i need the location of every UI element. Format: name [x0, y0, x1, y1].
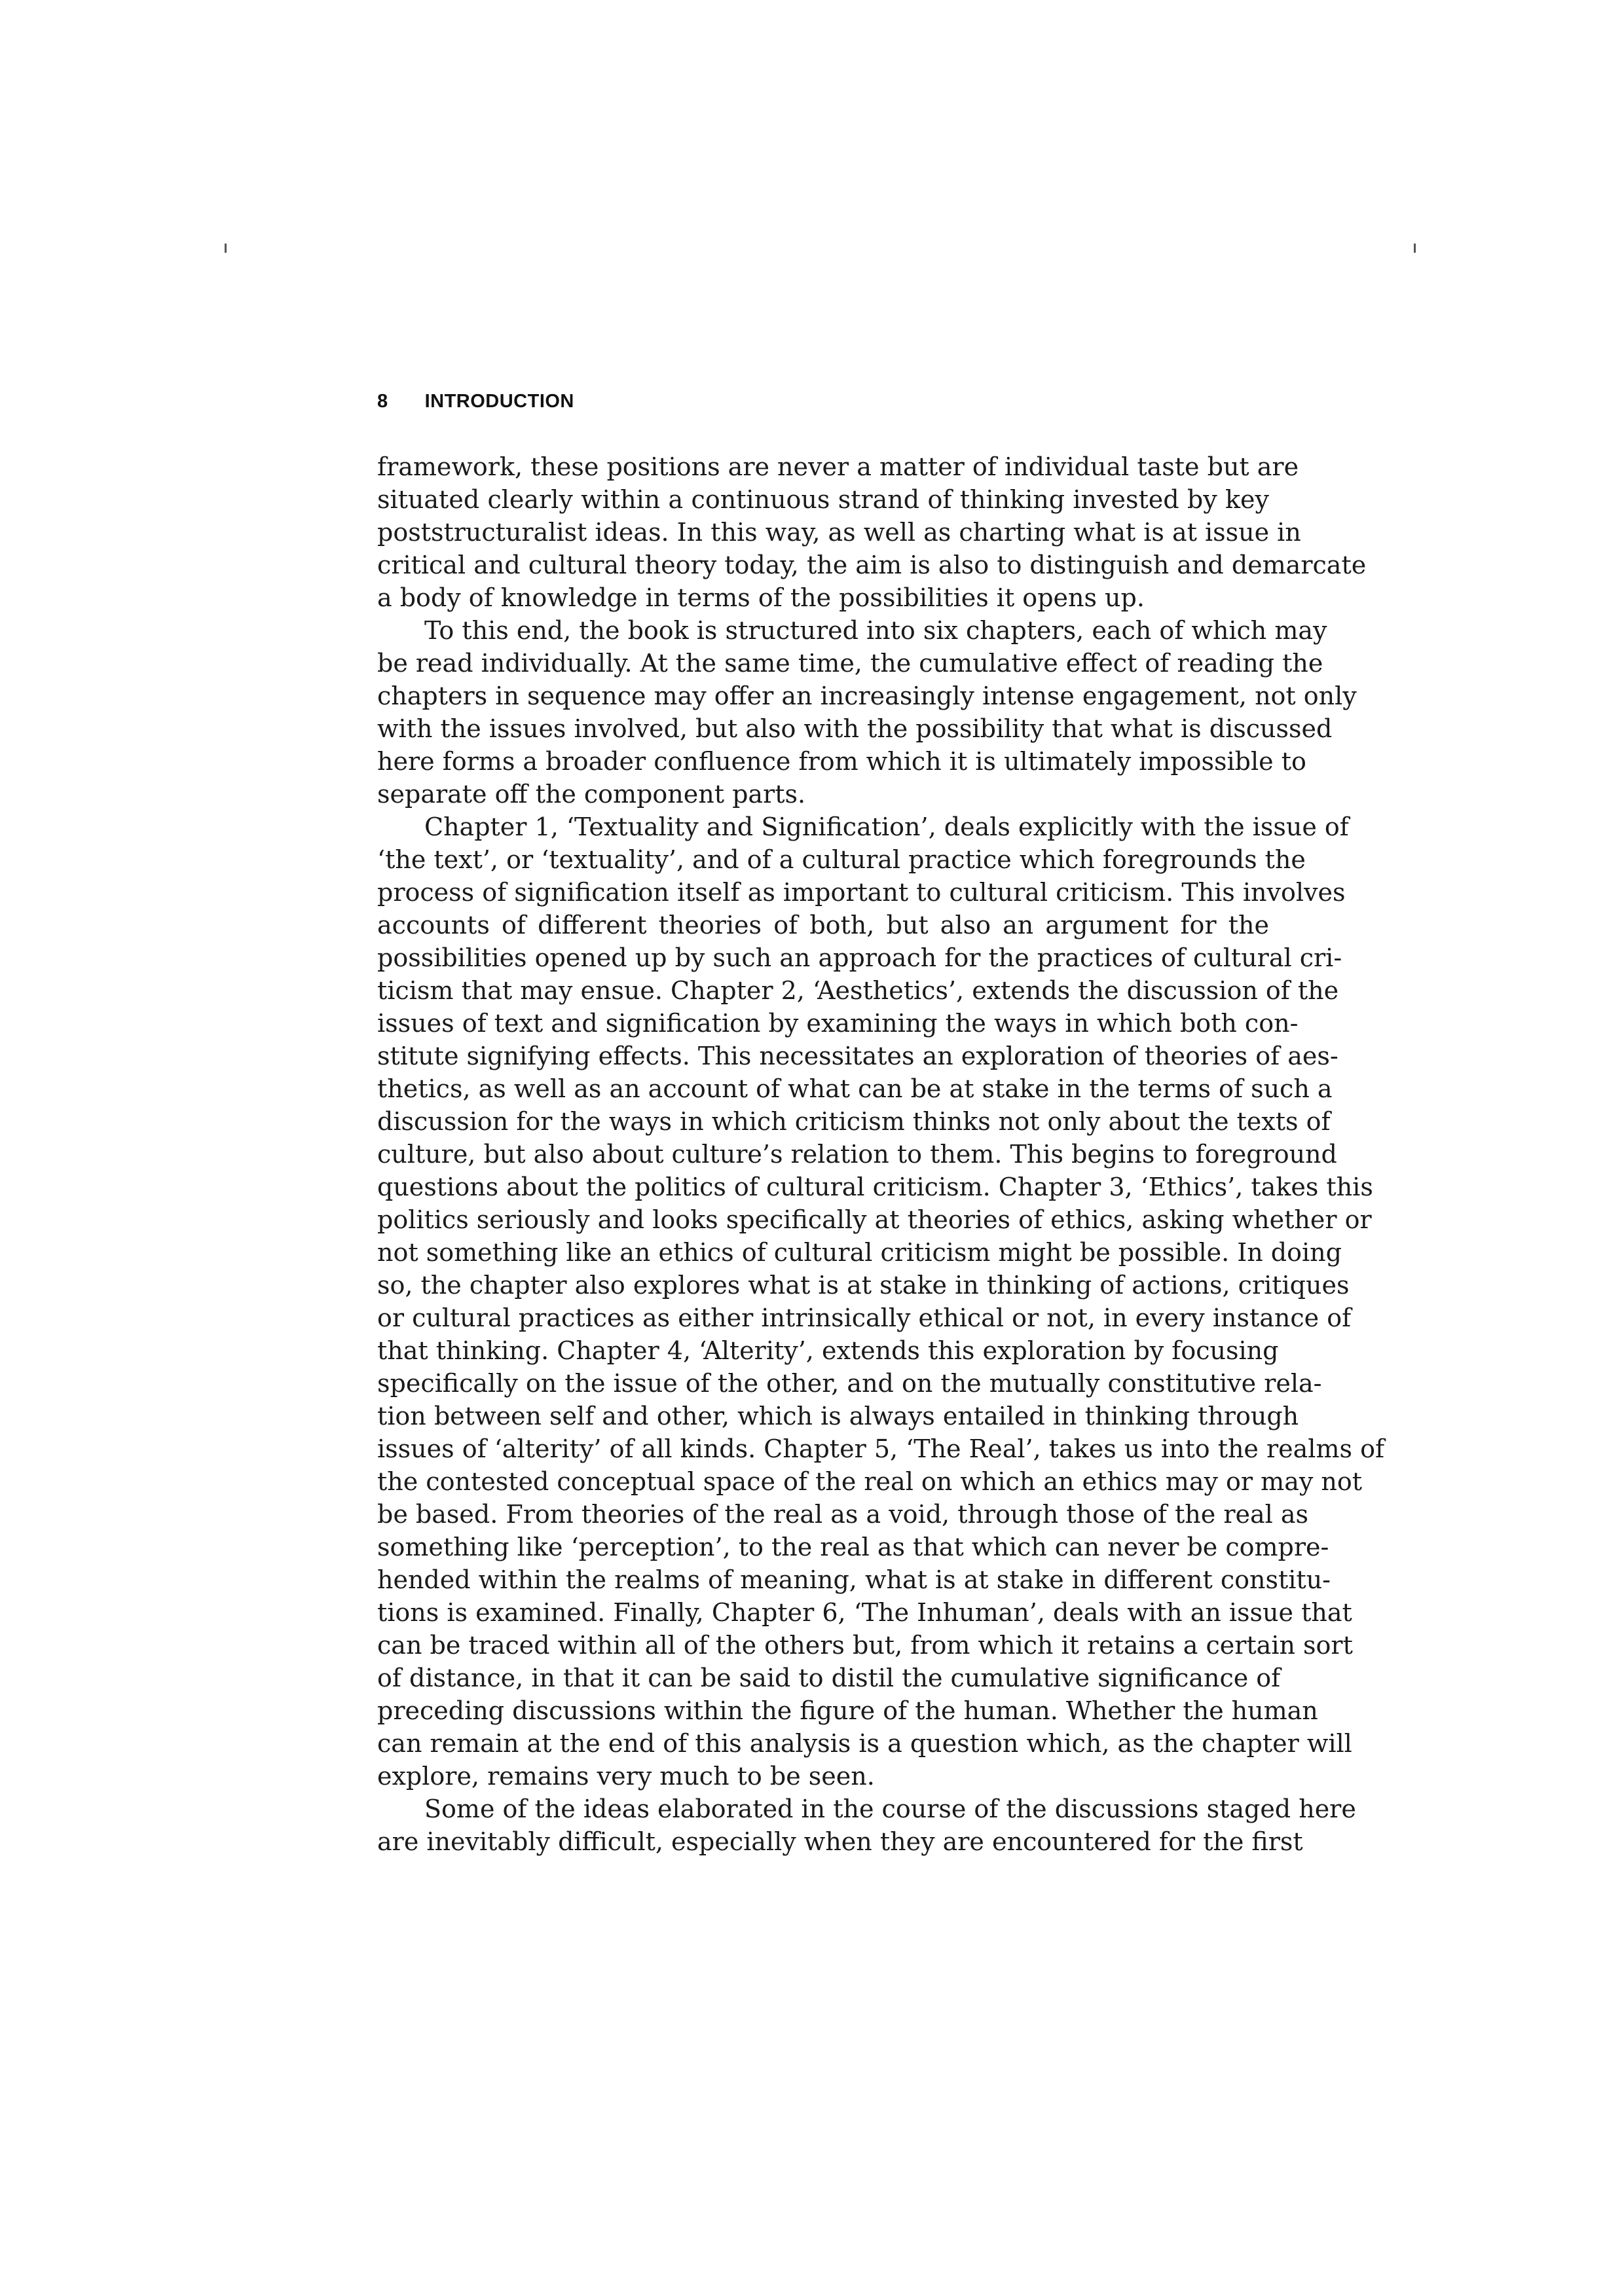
text-line: issues of text and signification by examining the ways in which both con-	[377, 1009, 1299, 1038]
text-line: politics seriously and looks specifically at theories of ethics, asking whether or	[377, 1205, 1372, 1234]
text-line: with the issues involved, but also with the possibility that what is discussed	[377, 714, 1333, 743]
text-line: be read individually. At the same time, the cumulative effect of reading the	[377, 649, 1323, 678]
text-line: thetics, as well as an account of what can be at stake in the terms of such a	[377, 1074, 1333, 1103]
text-line: something like ‘perception’, to the real as that which can never be compre-	[377, 1533, 1329, 1561]
body-text	[377, 450, 1385, 1858]
crop-mark-right	[1414, 244, 1416, 253]
text-line: ‘the text’, or ‘textuality’, and of a cultural practice which foregrounds the	[377, 845, 1306, 874]
text-line: Chapter 1, ‘Textuality and Signification’, deals explicitly with the issue of	[424, 812, 1349, 841]
crop-mark-left	[225, 244, 227, 253]
text-line: framework, these positions are never a matter of individual taste but are	[377, 452, 1299, 481]
text-line: stitute signifying effects. This necessitates an exploration of theories of aes-	[377, 1042, 1338, 1070]
text-line: situated clearly within a continuous strand of thinking invested by key	[377, 485, 1269, 514]
text-line: tion between self and other, which is always entailed in thinking through	[377, 1402, 1299, 1430]
text-line: of distance, in that it can be said to distil the cumulative significance of	[377, 1664, 1281, 1692]
text-line: are inevitably difficult, especially when they are encountered for the first	[377, 1827, 1303, 1856]
text-line: critical and cultural theory today, the aim is also to distinguish and demarcate	[377, 551, 1367, 579]
text-line: Some of the ideas elaborated in the course of the discussions staged here	[424, 1795, 1356, 1823]
text-line: poststructuralist ideas. In this way, as well as charting what is at issue in	[377, 518, 1301, 547]
page-number: 8	[377, 391, 388, 412]
section-title: INTRODUCTION	[424, 391, 574, 412]
text-line: chapters in sequence may offer an increasingly intense engagement, not only	[377, 682, 1357, 710]
text-line: or cultural practices as either intrinsically ethical or not, in every instance of	[377, 1303, 1352, 1332]
text-line: here forms a broader confluence from which it is ultimately impossible to	[377, 747, 1306, 776]
text-line: explore, remains very much to be seen.	[377, 1762, 875, 1791]
text-line: issues of ‘alterity’ of all kinds. Chapter 5, ‘The Real’, takes us into the realms of	[377, 1434, 1385, 1463]
text-line: hended within the realms of meaning, what is at stake in different constitu-	[377, 1565, 1331, 1594]
text-line: accounts of different theories of both, but also an argument for the	[377, 911, 1269, 939]
text-line: be based. From theories of the real as a void, through those of the real as	[377, 1500, 1309, 1529]
text-line: can be traced within all of the others but, from which it retains a certain sort	[377, 1631, 1353, 1660]
text-line: To this end, the book is structured into six chapters, each of which may	[424, 616, 1327, 645]
text-line: that thinking. Chapter 4, ‘Alterity’, extends this exploration by focusing	[377, 1336, 1279, 1365]
text-line: preceding discussions within the figure of the human. Whether the human	[377, 1696, 1318, 1725]
running-head	[377, 391, 574, 412]
text-line: discussion for the ways in which criticism thinks not only about the texts of	[377, 1107, 1331, 1136]
text-line: questions about the politics of cultural criticism. Chapter 3, ‘Ethics’, takes this	[377, 1173, 1373, 1201]
text-line: not something like an ethics of cultural criticism might be possible. In doing	[377, 1238, 1342, 1267]
text-line: tions is examined. Finally, Chapter 6, ‘The Inhuman’, deals with an issue that	[377, 1598, 1352, 1627]
text-line: a body of knowledge in terms of the possibilities it opens up.	[377, 583, 1145, 612]
text-line: process of signification itself as important to cultural criticism. This involves	[377, 878, 1346, 907]
text-line: so, the chapter also explores what is at stake in thinking of actions, critiques	[377, 1271, 1350, 1300]
text-line: specifically on the issue of the other, and on the mutually constitutive rela-	[377, 1369, 1322, 1398]
text-line: separate off the component parts.	[377, 780, 806, 809]
text-line: can remain at the end of this analysis is a question which, as the chapter will	[377, 1729, 1352, 1758]
text-line: ticism that may ensue. Chapter 2, ‘Aesthetics’, extends the discussion of the	[377, 976, 1339, 1005]
text-line: the contested conceptual space of the real on which an ethics may or may not	[377, 1467, 1363, 1496]
text-line: culture, but also about culture’s relation to them. This begins to foreground	[377, 1140, 1337, 1169]
text-line: possibilities opened up by such an approach for the practices of cultural cri-	[377, 943, 1342, 972]
